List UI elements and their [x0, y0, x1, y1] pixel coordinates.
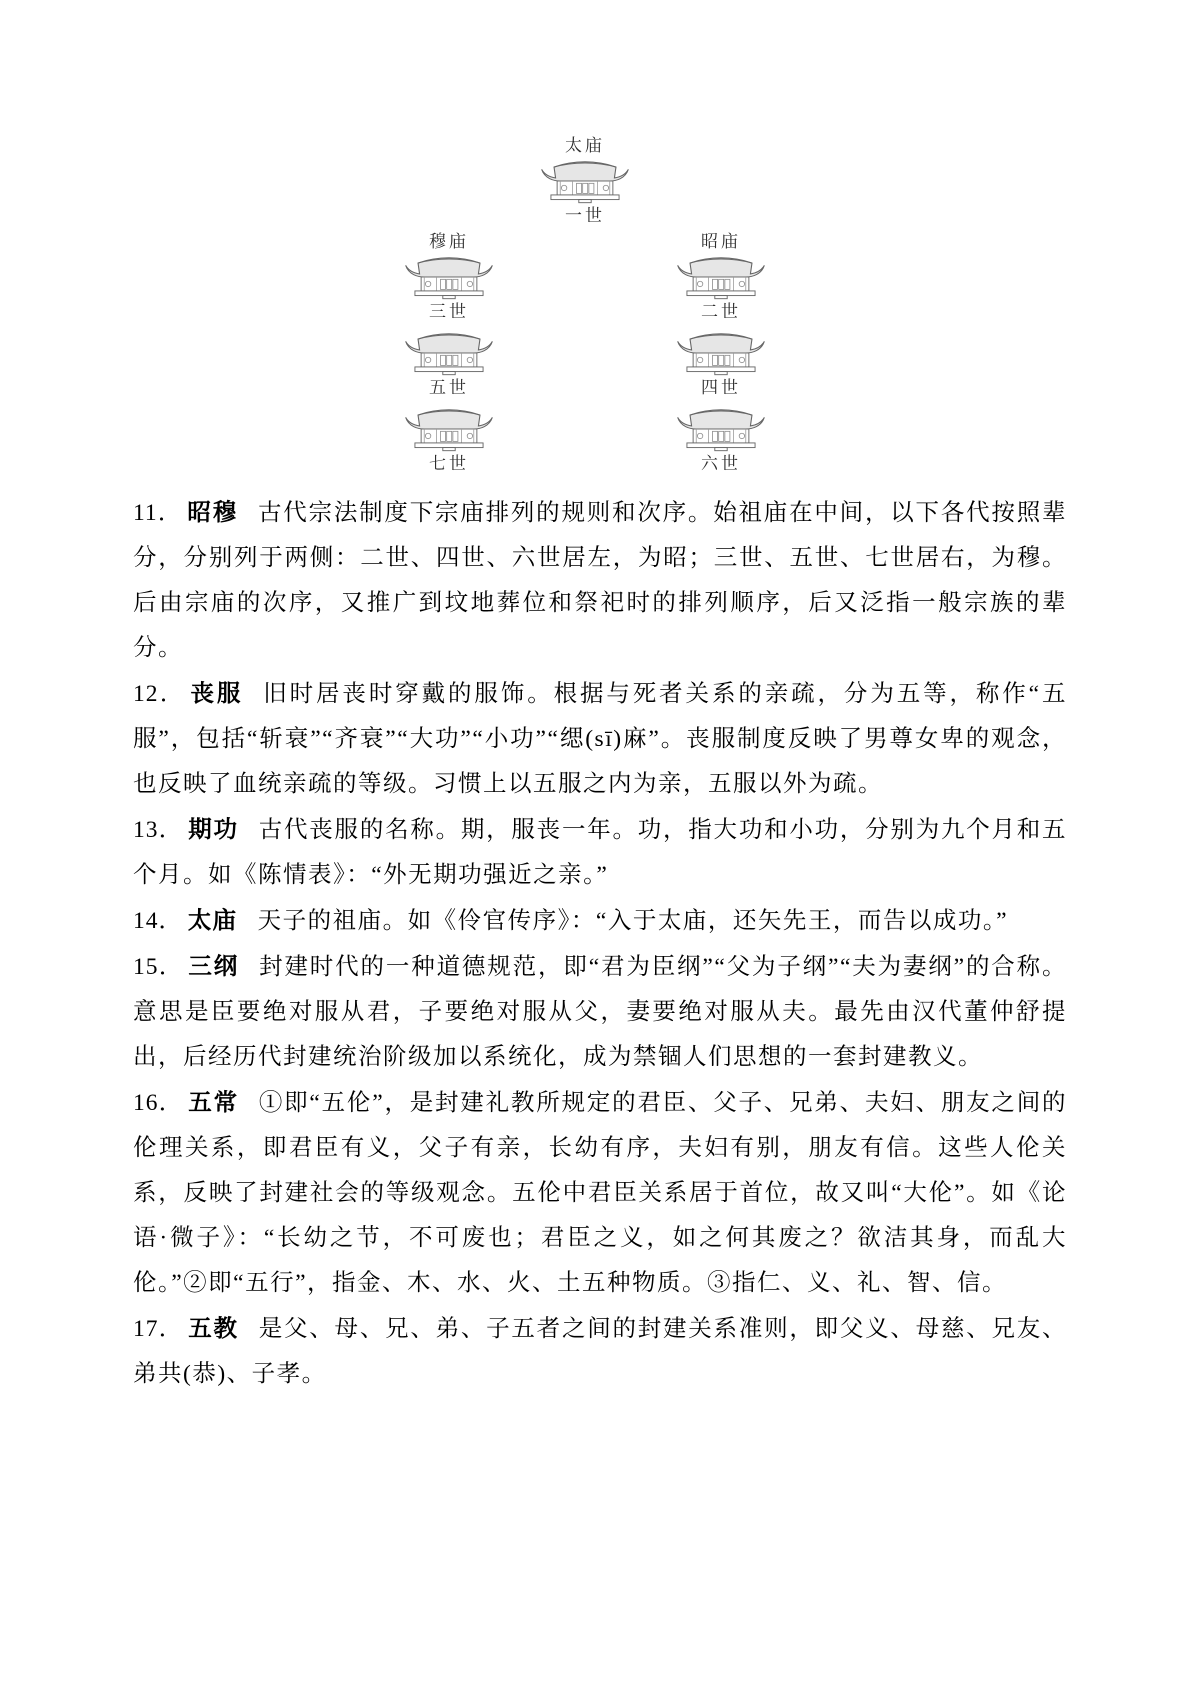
item-number: 12．	[133, 681, 186, 707]
item-number: 11．	[133, 500, 183, 526]
generation-label: 七世	[429, 454, 469, 473]
item-number: 13．	[133, 817, 184, 843]
generation-label: 二世	[701, 302, 741, 321]
glossary-item-13	[133, 807, 1067, 898]
item-term: 丧服	[190, 680, 244, 706]
diagram-row-4	[360, 404, 810, 474]
item-text: 古代丧服的名称。期，服丧一年。功，指大功和小功，分别为九个月和五个月。如《陈情表》：“外无期功强近之亲。”	[133, 817, 1068, 888]
temple-cell-generation-6	[672, 404, 770, 474]
item-term: 太庙	[187, 907, 238, 933]
temple-icon	[400, 405, 498, 453]
item-term: 五教	[188, 1315, 239, 1341]
item-term: 昭穆	[187, 499, 238, 525]
generation-label: 六世	[701, 454, 741, 473]
item-text: 天子的祖庙。如《伶官传序》：“入于太庙，还矢先王，而告以成功。”	[257, 908, 1009, 934]
item-text: 封建时代的一种道德规范，即“君为臣纲”“父为子纲”“夫为妻纲”的合称。意思是臣要绝对服从君，子要绝对服从父，妻要绝对服从夫。最先由汉代董仲舒提出，后经历代封建统治阶级加以系统化，成为禁锢人们思想的一套封建教义。	[133, 954, 1068, 1070]
temple-name-label: 昭庙	[701, 232, 741, 251]
item-number: 16．	[133, 1090, 184, 1116]
glossary-item-12	[133, 671, 1067, 807]
temple-icon	[672, 405, 770, 453]
item-number: 14．	[133, 908, 183, 934]
item-text: 旧时居丧时穿戴的服饰。根据与死者关系的亲疏，分为五等，称作“五服”，包括“斩衰”“齐衰”“大功”“小功”“缌(sī)麻”。丧服制度反映了男尊女卑的观念，也反映了血统亲疏的等级。习惯上以五服之内为亲，五服以外为疏。	[133, 681, 1068, 797]
item-term: 期功	[188, 816, 239, 842]
generation-label: 一世	[565, 206, 605, 225]
temple-icon	[672, 329, 770, 377]
temple-cell-generation-7	[400, 404, 498, 474]
diagram-row-2	[360, 232, 810, 322]
glossary-item-14	[133, 898, 1067, 944]
generation-label: 三世	[429, 302, 469, 321]
temple-cell-mumiao	[400, 232, 498, 322]
temple-icon	[400, 329, 498, 377]
generation-label: 四世	[701, 378, 741, 397]
item-term: 三纲	[188, 953, 240, 979]
glossary-content	[133, 490, 1067, 1397]
item-text: 古代宗法制度下宗庙排列的规则和次序。始祖庙在中间，以下各代按照辈分，分别列于两侧：二世、四世、六世居左，为昭；三世、五世、七世居右，为穆。后由宗庙的次序，又推广到坟地葬位和祭祀时的排列顺序，后又泛指一般宗族的辈分。	[133, 500, 1068, 661]
item-number: 17．	[133, 1316, 184, 1342]
glossary-item-16	[133, 1080, 1067, 1306]
temple-icon	[400, 253, 498, 301]
temple-cell-taimiao	[536, 136, 634, 226]
temple-cell-generation-4	[672, 328, 770, 398]
temple-cell-zhaomiao	[672, 232, 770, 322]
temple-cell-generation-5	[400, 328, 498, 398]
diagram-row-3	[360, 328, 810, 398]
glossary-item-15	[133, 944, 1067, 1080]
temple-icon	[672, 253, 770, 301]
item-text: 是父、母、兄、弟、子五者之间的封建关系准则，即父义、母慈、兄友、弟共(恭)、子孝。	[133, 1316, 1068, 1387]
temple-icon	[536, 157, 634, 205]
item-number: 15．	[133, 954, 184, 980]
ancestral-temple-diagram	[360, 0, 810, 474]
temple-name-label: 穆庙	[429, 232, 469, 251]
item-term: 五常	[188, 1089, 239, 1115]
item-text: ①即“五伦”，是封建礼教所规定的君臣、父子、兄弟、夫妇、朋友之间的伦理关系，即君臣有义，父子有亲，长幼有序，夫妇有别，朋友有信。这些人伦关系，反映了封建社会的等级观念。五伦中君臣关系居于首位，故又叫“大伦”。如《论语·微子》：“长幼之节，不可废也；君臣之义，如之何其废之？欲洁其身，而乱大伦。”②即“五行”，指金、木、水、火、土五种物质。③指仁、义、礼、智、信。	[133, 1090, 1068, 1296]
glossary-item-17	[133, 1306, 1067, 1397]
temple-name-label: 太庙	[565, 136, 605, 155]
glossary-item-11	[133, 490, 1067, 671]
generation-label: 五世	[429, 378, 469, 397]
